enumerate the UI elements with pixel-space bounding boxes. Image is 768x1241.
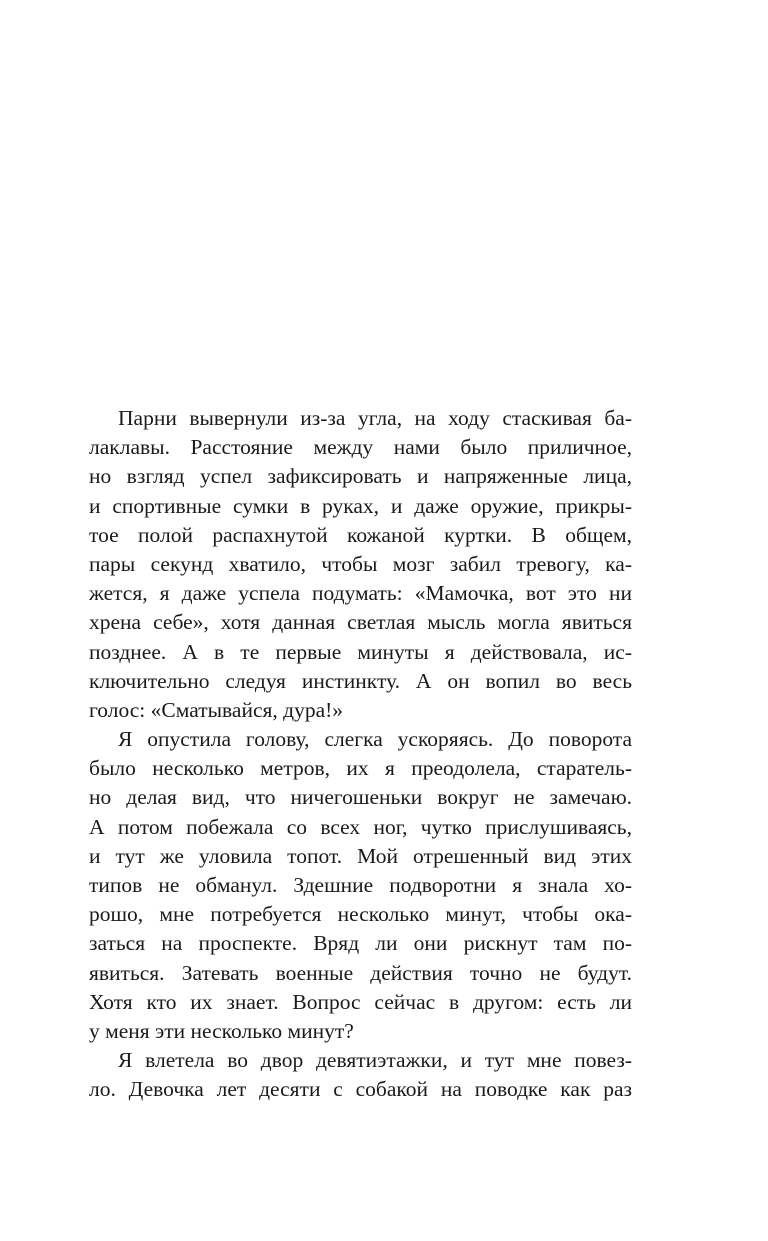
paragraph-1-line-4: и спортивные сумки в руках, и даже оружие, прикры- xyxy=(89,493,632,518)
paragraph-2-line-10: Хотя кто их знает. Вопрос сейчас в другом: есть ли xyxy=(89,989,632,1014)
paragraph-1-line-6: пары секунд хватило, чтобы мозг забил тревогу, ка- xyxy=(89,551,632,576)
paragraph-2-line-4: А потом побежала со всех ног, чутко прислушиваясь, xyxy=(89,814,632,839)
paragraph-2-line-3: но делая вид, что ничегошеньки вокруг не замечаю. xyxy=(89,785,632,810)
paragraph-1-line-10: ключительно следуя инстинкту. А он вопил во весь xyxy=(89,668,632,693)
paragraph-1-line-1: Парни вывернули из-за угла, на ходу стаскивая ба- xyxy=(118,406,632,430)
paragraph-2-line-2: было несколько метров, их я преодолела, старатель- xyxy=(89,756,632,781)
paragraph-1-line-11: голос: «Сматывайся, дура!» xyxy=(89,697,344,722)
paragraph-2-line-7: рошо, мне потребуется несколько минут, чтобы ока- xyxy=(89,902,632,927)
paragraph-1-line-9: позднее. А в те первые минуты я действовала, ис- xyxy=(89,639,632,664)
paragraph-2-line-6: типов не обманул. Здешние подворотни я знала хо- xyxy=(89,873,632,897)
paragraph-2-line-5: и тут же уловила топот. Мой отрешенный вид этих xyxy=(89,843,632,868)
paragraph-3-line-1: Я влетела во двор девятиэтажки, и тут мне повез- xyxy=(118,1048,632,1073)
paragraph-1-line-2: лаклавы. Расстояние между нами было приличное, xyxy=(89,435,632,460)
paragraph-1-line-8: хрена себе», хотя данная светлая мысль могла явиться xyxy=(89,610,632,635)
paragraph-2-line-1: Я опустила голову, слегка ускоряясь. До поворота xyxy=(118,727,632,752)
paragraph-1-line-5: тое полой распахнутой кожаной куртки. В общем, xyxy=(89,522,632,547)
paragraph-2-line-8: заться на проспекте. Вряд ли они рискнут там по- xyxy=(89,931,632,956)
body-text xyxy=(89,404,632,1105)
paragraph-3-line-2: ло. Девочка лет десяти с собакой на поводке как раз xyxy=(89,1077,632,1102)
paragraph-2-line-11: у меня эти несколько минут? xyxy=(89,1018,354,1043)
paragraph-1-line-3: но взгляд успел зафиксировать и напряженные лица, xyxy=(89,464,632,489)
paragraph-1-line-7: жется, я даже успела подумать: «Мамочка, вот это ни xyxy=(89,581,632,606)
paragraph-2-line-9: явиться. Затевать военные действия точно не будут. xyxy=(89,960,632,985)
